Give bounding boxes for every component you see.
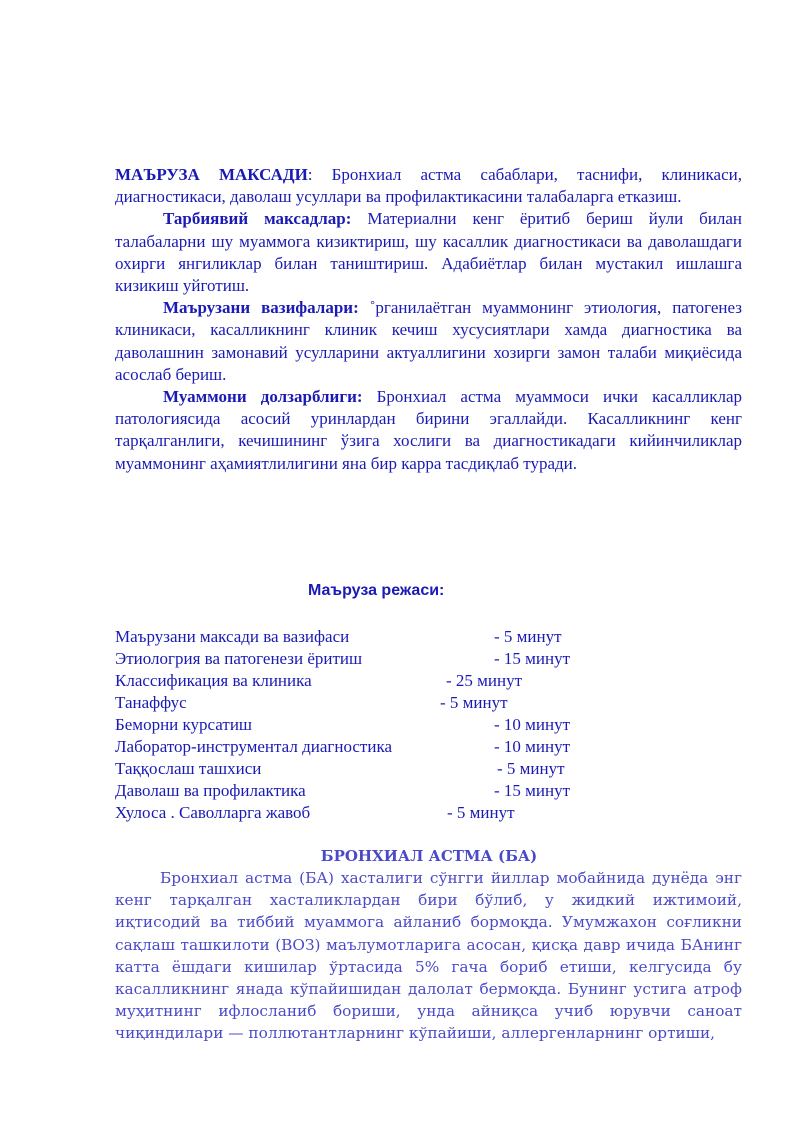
schedule-item-name: Этиологрия ва патогенези ёритиш [115, 649, 363, 668]
schedule-item-duration: - 15 минут [494, 781, 571, 800]
aim-text: : Бронхиал астма сабаблари, таснифи, клиникаси, диагностикаси, даволаш усуллари ва профилактикасини талабаларга етказиш. [115, 165, 742, 207]
edu-text: Материални кенг ёритиб бериш йули билан талабаларни шу муаммога кизиктириш, шу касаллик диагностикаси ва даволашдаги охирги янгиликлар билан таништириш. Адабиётлар билан мустакил ишлашга кизикиш уйготиш. [115, 209, 742, 296]
schedule-item-name: Лаборатор-инструментал диагностика [115, 737, 392, 756]
lecture-goals-section [115, 164, 742, 475]
schedule-row [115, 714, 571, 736]
schedule-item-name: Классификация ва клиника [115, 671, 312, 690]
schedule-item-name: Даволаш ва профилактика [115, 781, 306, 800]
edu-paragraph [115, 208, 742, 297]
schedule-item-name: Беморни курсатиш [115, 715, 253, 734]
schedule-title: Маъруза режаси: [308, 582, 445, 599]
schedule-item-duration: - 5 минут [497, 759, 565, 778]
aim-label: МАЪРУЗА МАКСАДИ [115, 165, 308, 184]
schedule-item-duration: - 10 минут [494, 737, 571, 756]
relevance-label: Муаммони долзарблиги: [163, 387, 363, 407]
schedule-row [115, 648, 571, 670]
edu-label: Тарбиявий максадлар: [163, 209, 352, 229]
section-body [115, 867, 742, 1045]
tasks-text: ˚рганилаётган муаммонинг этиология, патогенез клиникаси, касалликнинг клиник кечиш хусусиятлари хамда диагностика ва даволашнин замонавий усулларини актуаллигини хозирги замон талаби миқиёсида асослаб бериш. [115, 298, 742, 384]
tasks-label: Маърузани вазифалари: [163, 298, 359, 318]
schedule-item-duration: - 25 минут [446, 671, 523, 690]
schedule-item-name: Маърузани максади ва вазифаси [115, 627, 350, 646]
relevance-paragraph [115, 386, 742, 475]
schedule-item-duration: - 5 минут [440, 693, 508, 712]
schedule-item-name: Хулоса . Саволларга жавоб [115, 803, 311, 822]
schedule-row [115, 626, 562, 648]
section-title: БРОНХИАЛ АСТМА (БА) [320, 847, 538, 865]
schedule-item-duration: - 5 минут [447, 803, 515, 822]
schedule-item-duration: - 10 минут [494, 715, 571, 734]
schedule-row [115, 802, 515, 824]
schedule-item-duration: - 15 минут [494, 649, 571, 668]
schedule-row [115, 780, 571, 802]
schedule-item-name: Танаффус [115, 693, 187, 712]
relevance-text: Бронхиал астма муаммоси ички касалликлар патологиясида асосий уринлардан бирини эгаллайди. Касалликнинг кенг тарқалганлиги, кечишининг ўзига хослиги ва диагностикадаги кийинчиликлар муаммонинг аҳамиятлилигини яна бир карра тасдиқлаб туради. [115, 387, 742, 473]
schedule-row [115, 670, 523, 692]
aim-paragraph [115, 164, 742, 208]
schedule-row [115, 758, 565, 780]
schedule-item-duration: - 5 минут [494, 627, 562, 646]
schedule-row [115, 736, 571, 758]
tasks-paragraph [115, 297, 742, 386]
schedule-item-name: Таққослаш ташхиси [115, 759, 262, 778]
ba-paragraph: Бронхиал астма (БА) хасталиги сўнгги йиллар мобайнида дунёда энг кенг тарқалган хасталиклардан бири бўлиб, у жидкий ижтимоий, иқтисодий ва тиббий муаммога айланиб бормоқда. Умумжахон соғликни сақлаш ташкилоти (ВОЗ) маълумотларига асосан, қисқа давр ичида БАнинг катта ёшдаги кишилар ўртасида 5% гача бориб етиши, келгусида бу касалликнинг янада кўпайишидан далолат бермоқда. Бунинг устига атроф муҳитнинг ифлосланиб бориши, унда айниқса учиб юрувчи саноат чиқиндилари — поллютантларнинг кўпайиши, аллергенларнинг ортиши, [115, 869, 742, 1043]
schedule-row [115, 692, 508, 714]
